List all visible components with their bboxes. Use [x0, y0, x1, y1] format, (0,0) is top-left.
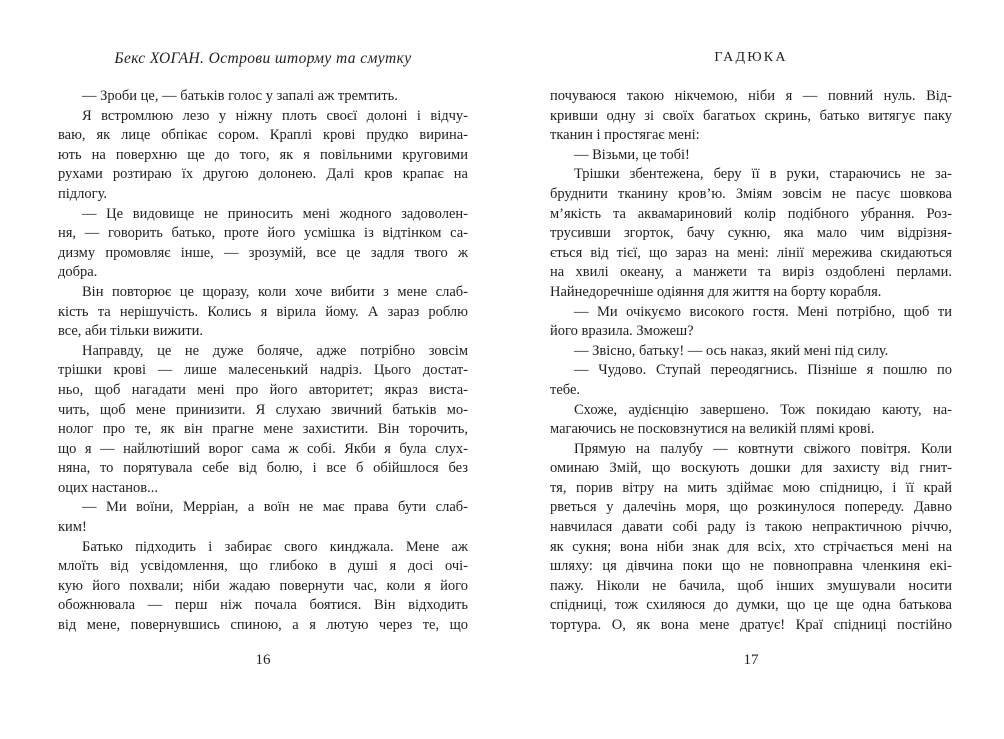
paragraph [58, 283, 468, 342]
text-line: — Зроби це, — батьків голос у запалі аж тремтить. [82, 88, 398, 104]
text-line: ваю, як лице обпікає сором. Краплі крові прудко вирина- [58, 127, 468, 144]
text-line: трусивши згорток, бачу сукню, яка мало чим відрізня- [550, 225, 952, 242]
text-line: Прямую на палубу — ковтнути свіжого повітря. Коли [574, 440, 952, 457]
text-line: ється від тієї, що зараз на мені: лінії мережива скидаються [550, 244, 952, 261]
text-line: чить, щоб мене принизити. Я слухаю звичний батьків мо- [58, 401, 468, 418]
text-line: — Ми очікуємо високого гостя. Мені потрібно, щоб ти [574, 303, 952, 320]
text-line: — Ми воїни, Мерріан, а воїн не має права бути слаб- [82, 499, 468, 516]
text-line: бруднити тканину кров’ю. Зміям зовсім не пасує шовкова [550, 185, 952, 202]
text-line: як сукня; вона ніби знак для всіх, хто стрічається мені на [550, 538, 952, 555]
paragraph [58, 342, 468, 499]
text-line: Я встромлюю лезо у ніжну плоть своєї долоні і відчу- [82, 107, 468, 124]
text-line: добра. [58, 264, 98, 281]
paragraph [58, 107, 468, 205]
page-number-right: 17 [743, 652, 759, 668]
text-line: від мене, повернувшись спиною, а я лютую через те, що [58, 617, 468, 634]
text-line: кую його похвали; ніби жадаю повернути час, коли я його [58, 577, 468, 594]
text-line: все, аби тільки вижити. [58, 323, 204, 340]
text-line: ким! [58, 519, 87, 536]
text-line: шляху: ця дівчина поки що не повноправна членкиня екі- [550, 558, 952, 575]
text-line: обожнювала — перш ніж почала боятися. Він відходить [58, 597, 468, 614]
text-line: тя, порив вітру на мить здіймає мою спідницю, і її край [550, 479, 952, 496]
text-line: ньо, щоб нагадати мені про його авторитет; якраз виста- [58, 381, 468, 398]
text-line: дизму промовляє інше, — зрозумій, все це задля твого ж [58, 244, 468, 261]
text-line: — Звісно, батьку! — ось наказ, який мені під силу. [574, 342, 889, 359]
paragraph [550, 401, 952, 440]
text-line: на хвилі океану, а манжети та виріз оздоблені перлами. [550, 264, 952, 281]
text-line: Батько підходить і забирає свого кинджала. Мене аж [82, 538, 468, 555]
paragraph [550, 440, 952, 636]
text-line: спідниці, тож схиляюся до думки, що це ще одна батькова [550, 597, 952, 614]
paragraph [58, 87, 468, 107]
text-line: рветься у далечінь моря, що розкинулося попереду. Давно [550, 499, 952, 516]
paragraph [550, 361, 952, 400]
text-line: Трішки збентежена, беру її в руки, стараючись не за- [574, 166, 952, 183]
text-line: кривши одну зі своїх багатьох скринь, батько витягує паку [550, 107, 952, 124]
paragraph [58, 498, 468, 537]
paragraph [550, 146, 952, 166]
page-number-left: 16 [255, 652, 271, 668]
text-line: що я — найлютіший ворог сама ж собі. Якби я була слух- [58, 440, 468, 457]
text-line: Він повторює це щоразу, коли хоче вибити з мене слаб- [82, 283, 468, 300]
text-line: оцих настанов... [58, 479, 158, 496]
text-line: няна, то порятувала себе від болю, і все б обійшлося без [58, 460, 468, 477]
paragraph [58, 205, 468, 283]
running-header-left: Бекс ХОГАН. Острови шторму та смутку [114, 50, 412, 67]
text-line: кість та нерішучість. Колись я вірила йому. А зараз роблю [58, 303, 468, 320]
text-line: рухами розтираю їх другою долонею. Далі кров крапає на [58, 166, 468, 183]
text-line: навчилася давати собі раду із такою непрактичною річчю, [550, 519, 952, 536]
text-line: оминаю Змій, що воскують дошки для захисту від гнит- [550, 460, 952, 477]
text-line: ють на поверхню ще до того, як я повільними круговими [58, 146, 468, 163]
text-line: підлогу. [58, 185, 108, 202]
text-line: — Це видовище не приносить мені жодного задоволен- [82, 205, 468, 222]
text-line: трішки крові — лише малесенький надріз. Цього достат- [58, 362, 468, 379]
text-line: тортура. О, як вона мене дратує! Краї спідниці постійно [550, 617, 952, 634]
text-line: ня, — говорить батько, проте його усмішка із відтінком са- [58, 225, 468, 242]
text-line: — Візьми, це тобі! [574, 146, 690, 163]
text-line: почуваюся такою нікчемою, ніби я — повний нуль. Від- [550, 88, 952, 104]
text-line: нолог про те, як він прагне мене захистити. Він торочить, [58, 421, 468, 438]
text-line: Схоже, аудієнцію завершено. Тож покидаю каюту, на- [574, 401, 952, 418]
page-right [502, 0, 1004, 739]
text-block-right [550, 87, 952, 636]
paragraph [550, 87, 952, 146]
text-block-left [58, 87, 468, 636]
paragraph [58, 538, 468, 636]
text-line: Направду, це не дуже боляче, адже потрібно зовсім [82, 342, 468, 359]
text-line: пажу. Ніколи не бачила, щоб інших змушували носити [550, 577, 952, 594]
text-line: тебе. [550, 381, 581, 398]
text-line: — Чудово. Ступай переодягнись. Пізніше я пошлю по [574, 362, 952, 379]
text-line: Найнедоречніше одіяння для життя на борту корабля. [550, 283, 882, 300]
text-line: тканин і простягає мені: [550, 127, 700, 144]
text-line: м’якість та аквамариновий колір подібного убрання. Роз- [550, 205, 952, 222]
paragraph [550, 165, 952, 302]
paragraph [550, 303, 952, 342]
text-line: млоїть від усвідомлення, що глибоко в душі я досі очі- [58, 558, 468, 575]
paragraph [550, 342, 952, 362]
running-header-right: ГАДЮКА [714, 50, 788, 65]
text-line: магаючись не посковзнутися на великій плямі крові. [550, 421, 875, 438]
text-line: його вразила. Зможеш? [550, 323, 694, 340]
